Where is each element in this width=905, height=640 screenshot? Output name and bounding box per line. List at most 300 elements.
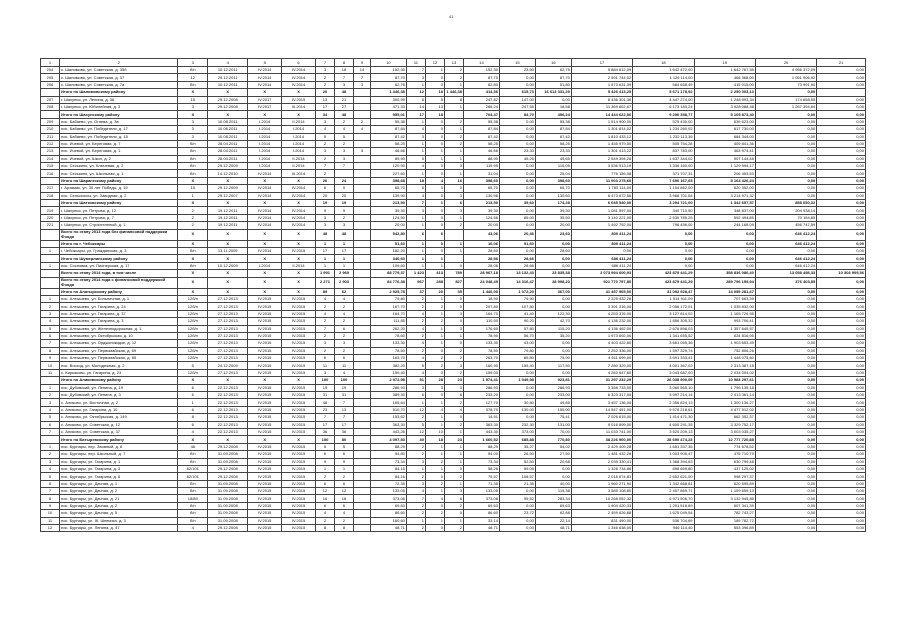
table-cell: 1 bbox=[425, 200, 444, 207]
table-cell: 1 573 631,09 bbox=[571, 81, 632, 88]
table-cell bbox=[354, 240, 371, 247]
address-cell: пос. Сельскохоз, ул. Заводная, д. 2 bbox=[60, 192, 178, 199]
table-cell: 0,00 bbox=[755, 111, 816, 118]
address-cell: пос. Сеськино, ул. Ключевая, д. 2 bbox=[60, 163, 178, 170]
table-cell: 84 776,38 bbox=[370, 277, 406, 288]
subtotal-row bbox=[41, 229, 866, 240]
table-cell: 73,34 bbox=[464, 458, 500, 465]
table-cell: IV.2014 bbox=[248, 192, 282, 199]
table-cell: 684 344,00 bbox=[694, 133, 755, 140]
address-cell: с. Аликово, ул. Восточная, д. 2 bbox=[60, 399, 178, 406]
table-cell: IV.2015 bbox=[248, 369, 282, 376]
table-cell: 87,84 bbox=[464, 126, 500, 133]
table-cell: 800 411,24 bbox=[571, 229, 632, 240]
table-cell bbox=[41, 177, 60, 184]
address-cell: г. Арзамас, ул. 30 лет Победы, д. 19 bbox=[60, 185, 178, 192]
table-cell: 11 bbox=[335, 362, 354, 369]
table-cell: 437 125,02 bbox=[694, 465, 755, 472]
table-cell: 1 bbox=[425, 451, 444, 458]
table-cell: 4 bbox=[406, 310, 425, 317]
table-cell: 75,57 bbox=[464, 473, 500, 480]
table-cell bbox=[335, 170, 354, 177]
table-cell: 3 bbox=[444, 488, 463, 495]
table-row bbox=[41, 214, 866, 221]
table-cell bbox=[817, 89, 866, 96]
table-cell: 1 bbox=[444, 155, 463, 162]
table-cell: 0,00 bbox=[755, 332, 816, 339]
table-cell: 7 bbox=[41, 340, 60, 347]
table-row bbox=[41, 170, 866, 177]
table-cell: 48 bbox=[315, 399, 334, 406]
table-cell: 7 bbox=[406, 67, 425, 74]
table-cell: 133,05 bbox=[370, 488, 406, 495]
table-cell: 5 bbox=[335, 443, 354, 450]
table-cell: 16 bbox=[335, 495, 354, 502]
table-cell: IV.2014 bbox=[282, 192, 316, 199]
table-cell: IV.2014 bbox=[282, 207, 316, 214]
table-cell: 3 bbox=[41, 458, 60, 465]
table-cell: 998 297,37 bbox=[694, 473, 755, 480]
table-cell: 584 658,49 bbox=[633, 81, 694, 88]
address-cell: пос. Бабаево, ул. Победителя, д. 15 bbox=[60, 133, 178, 140]
table-cell: 153,62 bbox=[370, 414, 406, 421]
table-cell: 48,71 bbox=[370, 525, 406, 532]
table-cell: IV.2015 bbox=[282, 318, 316, 325]
table-cell: 100 bbox=[315, 377, 334, 384]
address-cell: Итого по Шумерлинскому району bbox=[60, 255, 178, 262]
table-row bbox=[41, 340, 866, 347]
table-cell: 2 bbox=[425, 362, 444, 369]
table-cell: I.2014 bbox=[248, 140, 282, 147]
table-cell: 65,70 bbox=[464, 185, 500, 192]
table-cell: 0,00 bbox=[817, 288, 866, 295]
table-cell: 1 126 114,00 bbox=[633, 74, 694, 81]
table-cell: б/н bbox=[178, 148, 208, 155]
table-cell: 0 bbox=[444, 303, 463, 310]
table-cell: 456 747,59 bbox=[755, 222, 816, 229]
table-cell bbox=[354, 295, 371, 302]
table-cell: IV.2015 bbox=[282, 303, 316, 310]
table-row bbox=[41, 81, 866, 88]
table-row bbox=[41, 451, 866, 458]
table-cell: 17 bbox=[406, 111, 425, 118]
table-cell: 6 bbox=[335, 451, 354, 458]
subtotal-row bbox=[41, 277, 866, 288]
address-cell: Итого по Шалимовскому району bbox=[60, 89, 178, 96]
table-cell: 2 676 898,03 bbox=[633, 325, 694, 332]
table-cell: X bbox=[248, 240, 282, 247]
table-cell: 1 bbox=[406, 262, 425, 269]
table-cell bbox=[354, 207, 371, 214]
table-cell: I.2014 bbox=[248, 148, 282, 155]
table-cell: 2 bbox=[425, 303, 444, 310]
table-cell: 18 bbox=[406, 177, 425, 184]
table-cell: 1 bbox=[315, 240, 334, 247]
table-cell: 3 bbox=[178, 118, 208, 125]
table-cell: 0,00 bbox=[499, 163, 535, 170]
table-cell: 2 bbox=[444, 347, 463, 354]
table-cell: 1 bbox=[444, 103, 463, 110]
table-cell: IV.2015 bbox=[282, 362, 316, 369]
table-cell: 0,00 bbox=[817, 177, 866, 184]
table-cell: 19.12.2011 bbox=[208, 214, 248, 221]
table-cell: 4 bbox=[406, 192, 425, 199]
table-cell: IV.2014 bbox=[248, 247, 282, 254]
table-cell: 907 144,48 bbox=[694, 155, 755, 162]
table-cell: X bbox=[248, 177, 282, 184]
table-cell: 0,00 bbox=[817, 384, 866, 391]
table-cell: 2 bbox=[315, 74, 334, 81]
table-cell: 9 290 358,77 bbox=[633, 111, 694, 118]
table-cell: 389,30 bbox=[370, 392, 406, 399]
address-cell: пос. Алтышево, ул. Орджоникидзе, д. 12 bbox=[60, 340, 178, 347]
table-cell: 233,20 bbox=[464, 392, 500, 399]
table-cell: 88 779,37 bbox=[370, 270, 406, 277]
address-cell: пос. Бурнары, ул. Дачная, д. 2 bbox=[60, 502, 178, 509]
address-cell: пос. Ичевой, ул. Береговая, д. 7 bbox=[60, 140, 178, 147]
table-cell: 51,80 bbox=[535, 81, 571, 88]
table-cell: 22.12.2013 bbox=[208, 399, 248, 406]
table-cell bbox=[41, 255, 60, 262]
table-cell: 35,50 bbox=[535, 214, 571, 221]
table-cell: 6 045 540,00 bbox=[571, 200, 632, 207]
table-cell: IV.2015 bbox=[248, 517, 282, 524]
table-cell: 221 bbox=[41, 222, 60, 229]
table-cell: 0,00 bbox=[633, 229, 694, 240]
address-cell: Всего по этапу 2013 года без финансовой поддержки Фонда bbox=[60, 229, 178, 240]
table-cell: б/н bbox=[178, 67, 208, 74]
table-cell: 27.12.2013 bbox=[208, 369, 248, 376]
table-cell: 3 bbox=[444, 163, 463, 170]
table-cell bbox=[354, 262, 371, 269]
table-cell: б/н bbox=[178, 510, 208, 517]
table-cell: 4 bbox=[315, 310, 334, 317]
table-cell: 205 bbox=[41, 74, 60, 81]
table-cell: 0,00 bbox=[755, 451, 816, 458]
table-row bbox=[41, 103, 866, 110]
table-cell: 28,06 bbox=[464, 262, 500, 269]
table-cell: 1 bbox=[315, 262, 334, 269]
table-row bbox=[41, 192, 866, 199]
table-cell: 1 bbox=[41, 443, 60, 450]
table-cell: 2 034 004,02 bbox=[694, 369, 755, 376]
table-cell: 3 358 733,00 bbox=[571, 384, 632, 391]
table-cell: 3 132 945,85 bbox=[694, 495, 755, 502]
table-cell: 84,70 bbox=[499, 111, 535, 118]
table-cell: 782 743,27 bbox=[694, 510, 755, 517]
table-cell: 5 164 426,24 bbox=[694, 177, 755, 184]
table-cell: 2 bbox=[315, 140, 334, 147]
table-cell: 0 bbox=[425, 525, 444, 532]
subtotal-row bbox=[41, 89, 866, 96]
table-cell: 10 bbox=[41, 510, 60, 517]
table-cell: 1 357 645,57 bbox=[694, 325, 755, 332]
table-cell: 2 457 869,71 bbox=[633, 488, 694, 495]
table-cell: 6 bbox=[41, 421, 60, 428]
table-cell: 0,00 bbox=[499, 118, 535, 125]
table-cell: 662 352,37 bbox=[694, 414, 755, 421]
table-cell: IV.2015 bbox=[248, 303, 282, 310]
table-cell: 456,24 bbox=[535, 111, 571, 118]
table-cell: 214 bbox=[41, 155, 60, 162]
table-cell bbox=[354, 377, 371, 384]
table-cell: 592 494,85 bbox=[694, 214, 755, 221]
subtotal-row bbox=[41, 288, 866, 295]
table-cell: 1 bbox=[444, 443, 463, 450]
table-cell: 75,41 bbox=[535, 414, 571, 421]
table-cell: 48,71 bbox=[464, 525, 500, 532]
table-cell: 0,00 bbox=[817, 488, 866, 495]
table-cell: 58,26 bbox=[464, 465, 500, 472]
table-cell: 152,30 bbox=[464, 67, 500, 74]
table-cell: 14 444 622,06 bbox=[571, 111, 632, 118]
table-cell: X bbox=[178, 111, 208, 118]
table-cell: 2 652 621,00 bbox=[633, 473, 694, 480]
table-cell bbox=[354, 428, 371, 435]
table-row bbox=[41, 148, 866, 155]
table-cell: II.2014 bbox=[282, 163, 316, 170]
table-cell: 12 bbox=[335, 488, 354, 495]
table-cell bbox=[354, 340, 371, 347]
table-cell: б/н bbox=[178, 140, 208, 147]
table-cell: 0,00 bbox=[499, 81, 535, 88]
address-cell: пос. Бурнары, ул. Дачная, д. 1 bbox=[60, 480, 178, 487]
table-cell: 20,00 bbox=[464, 222, 500, 229]
table-cell: 9 bbox=[315, 207, 334, 214]
table-cell: 5 bbox=[406, 155, 425, 162]
table-cell: 4 bbox=[354, 126, 371, 133]
column-number-cell: 3 bbox=[178, 59, 208, 67]
table-cell: IV.2015 bbox=[248, 525, 282, 532]
table-cell: III.2014 bbox=[282, 170, 316, 177]
table-cell: 0,00 bbox=[755, 340, 816, 347]
table-cell: IV.2015 bbox=[248, 458, 282, 465]
table-row bbox=[41, 392, 866, 399]
table-cell: 1 bbox=[444, 126, 463, 133]
table-row bbox=[41, 399, 866, 406]
table-cell: 73 991,90 bbox=[755, 81, 816, 88]
table-cell: 5 671 178,92 bbox=[633, 89, 694, 96]
table-cell: IV.2017 bbox=[248, 103, 282, 110]
table-cell: 0,00 bbox=[817, 103, 866, 110]
table-cell bbox=[354, 222, 371, 229]
table-cell: 1 bbox=[425, 517, 444, 524]
table-cell: 2 bbox=[315, 473, 334, 480]
table-cell: 209 bbox=[41, 118, 60, 125]
table-cell: 1 642 767,55 bbox=[694, 67, 755, 74]
table-cell: 40 bbox=[406, 436, 425, 443]
table-cell: 19 bbox=[315, 200, 334, 207]
table-cell bbox=[354, 140, 371, 147]
table-cell: 0,00 bbox=[694, 247, 755, 254]
table-cell: 55,38 bbox=[464, 118, 500, 125]
table-cell: 10 304 909,56 bbox=[817, 270, 866, 277]
table-cell: 12б/н bbox=[178, 310, 208, 317]
table-cell: 3 bbox=[335, 222, 354, 229]
table-cell: 12 bbox=[315, 488, 334, 495]
table-cell: 1 154 862,00 bbox=[633, 185, 694, 192]
table-cell: 164,70 bbox=[370, 310, 406, 317]
table-cell: 1 660,52 bbox=[464, 436, 500, 443]
table-cell: 0,00 bbox=[755, 458, 816, 465]
table-cell: 70 154,85 bbox=[755, 214, 816, 221]
table-cell: 29.12.2008 bbox=[208, 103, 248, 110]
table-cell: 2 bbox=[335, 318, 354, 325]
table-cell: 10.12.2009 bbox=[208, 262, 248, 269]
table-cell: 1 904 420,33 bbox=[571, 502, 632, 509]
table-cell: 13 bbox=[425, 103, 444, 110]
table-cell: 31 bbox=[315, 392, 334, 399]
table-cell: 43,06 bbox=[464, 229, 500, 240]
table-cell: 1 346 638,00 bbox=[571, 525, 632, 532]
table-cell: 14 bbox=[406, 103, 425, 110]
table-cell: 28,60 bbox=[464, 247, 500, 254]
table-cell: 0,00 bbox=[535, 240, 571, 247]
table-cell: 7 bbox=[41, 428, 60, 435]
table-row bbox=[41, 458, 866, 465]
table-cell: 1 300 136,27 bbox=[694, 399, 755, 406]
table-cell bbox=[354, 229, 371, 240]
table-cell: 2 bbox=[315, 81, 334, 88]
table-cell: 22.12.2013 bbox=[208, 414, 248, 421]
table-cell: X bbox=[282, 436, 316, 443]
table-cell: 4 bbox=[406, 325, 425, 332]
table-cell: 0,00 bbox=[499, 525, 535, 532]
address-cell: Итого по г. Чебоксары bbox=[60, 240, 178, 247]
table-cell: 4 bbox=[315, 510, 334, 517]
table-cell: 0,00 bbox=[817, 392, 866, 399]
table-cell: 78,50 bbox=[370, 347, 406, 354]
table-cell: 2 bbox=[315, 347, 334, 354]
table-row bbox=[41, 428, 866, 435]
table-row bbox=[41, 480, 866, 487]
table-cell: 87,42 bbox=[370, 133, 406, 140]
table-cell: 69,63 bbox=[535, 502, 571, 509]
table-cell: 1 291 518,89 bbox=[633, 502, 694, 509]
table-cell bbox=[354, 155, 371, 162]
table-cell: IV.2015 bbox=[282, 247, 316, 254]
table-cell: б/н bbox=[178, 163, 208, 170]
table-cell: 160,60 bbox=[370, 517, 406, 524]
table-body bbox=[41, 59, 866, 532]
table-cell: 0,00 bbox=[817, 229, 866, 240]
table-row bbox=[41, 347, 866, 354]
table-cell: 3 997 214,14 bbox=[633, 392, 694, 399]
table-cell: 1 446,38 bbox=[446, 89, 462, 95]
table-cell: 1 514 911,09 bbox=[633, 295, 694, 302]
table-cell: 1 783 114,00 bbox=[571, 185, 632, 192]
table-cell: 4 253 376,00 bbox=[571, 310, 632, 317]
table-cell: 48 bbox=[178, 443, 208, 450]
table-row bbox=[41, 140, 866, 147]
table-row bbox=[41, 74, 866, 81]
table-cell: 120,90 bbox=[370, 163, 406, 170]
table-cell: 827 bbox=[444, 277, 463, 288]
table-cell: 0,00 bbox=[499, 222, 535, 229]
table-cell: X bbox=[208, 229, 248, 240]
table-cell: X bbox=[248, 270, 282, 277]
table-cell: 4 bbox=[425, 406, 444, 413]
table-cell: 216 bbox=[41, 170, 60, 177]
table-cell: X bbox=[248, 89, 282, 96]
table-cell: 2 313 387,18 bbox=[694, 362, 755, 369]
table-cell bbox=[354, 255, 371, 262]
table-cell: 15 bbox=[178, 96, 208, 103]
column-number-row bbox=[41, 59, 866, 67]
table-cell bbox=[354, 510, 371, 517]
table-cell: 87,70 bbox=[370, 74, 406, 81]
table-cell: 1 bbox=[425, 67, 444, 74]
table-cell: 4 bbox=[406, 126, 425, 133]
table-cell: 9 bbox=[335, 207, 354, 214]
table-cell: 2 bbox=[335, 473, 354, 480]
table-cell: 0,00 bbox=[817, 96, 866, 103]
table-cell: X bbox=[248, 277, 282, 288]
table-cell: 20 bbox=[335, 192, 354, 199]
column-number-cell: 12 bbox=[425, 59, 444, 67]
table-cell: 0,00 bbox=[817, 495, 866, 502]
table-cell: 28,66 bbox=[499, 255, 535, 262]
table-cell: 2 026 615,00 bbox=[571, 414, 632, 421]
table-cell: 0,00 bbox=[755, 133, 816, 140]
table-cell: 84,16 bbox=[370, 473, 406, 480]
table-cell: I.2014 bbox=[248, 133, 282, 140]
table-cell: X bbox=[208, 377, 248, 384]
table-cell: 0,00 bbox=[817, 399, 866, 406]
table-cell: 0,00 bbox=[755, 155, 816, 162]
table-cell: IV.2015 bbox=[282, 421, 316, 428]
table-cell: 0,00 bbox=[817, 458, 866, 465]
table-cell: 946 114,40 bbox=[633, 525, 694, 532]
table-cell: 4 bbox=[335, 295, 354, 302]
table-cell: 774 678,52 bbox=[694, 443, 755, 450]
table-cell: 1 bbox=[406, 140, 425, 147]
table-cell: 51,60 bbox=[370, 240, 406, 247]
table-cell: X bbox=[208, 240, 248, 247]
table-cell: 28.04.2011 bbox=[208, 155, 248, 162]
table-cell: 78,90 bbox=[464, 332, 500, 339]
table-cell: 617 730,00 bbox=[694, 126, 755, 133]
table-row bbox=[41, 207, 866, 214]
table-cell: I.2014 bbox=[282, 133, 316, 140]
table-cell: 0,00 bbox=[499, 140, 535, 147]
table-cell: б/н bbox=[178, 155, 208, 162]
table-cell: 2 bbox=[444, 355, 463, 362]
table-cell: 2 bbox=[425, 510, 444, 517]
table-cell: 11 033 741,00 bbox=[571, 428, 632, 435]
table-row bbox=[41, 502, 866, 509]
table-cell: 2 bbox=[315, 332, 334, 339]
address-cell: пос. Бурнары, пер. Школьный, д. 7 bbox=[60, 451, 178, 458]
table-cell: IV.2015 bbox=[248, 414, 282, 421]
address-cell: пос. Бурнары, ул. Гагарина, д. 3 bbox=[60, 465, 178, 472]
table-cell: 0,00 bbox=[817, 303, 866, 310]
table-cell: 48 bbox=[335, 229, 354, 240]
table-cell: 0,00 bbox=[817, 473, 866, 480]
table-cell: 398,68 bbox=[370, 177, 406, 184]
table-cell: 24 048,49 bbox=[464, 277, 500, 288]
table-cell: 789 bbox=[444, 270, 463, 277]
table-cell bbox=[354, 525, 371, 532]
table-cell: IV.2015 bbox=[248, 332, 282, 339]
table-row bbox=[41, 303, 866, 310]
table-cell: IV.2015 bbox=[248, 406, 282, 413]
table-cell: 1 bbox=[444, 170, 463, 177]
table-cell: 1 440,00 bbox=[464, 288, 500, 295]
table-row bbox=[41, 96, 866, 103]
table-cell: X bbox=[282, 200, 316, 207]
table-cell: 20,00 bbox=[535, 222, 571, 229]
